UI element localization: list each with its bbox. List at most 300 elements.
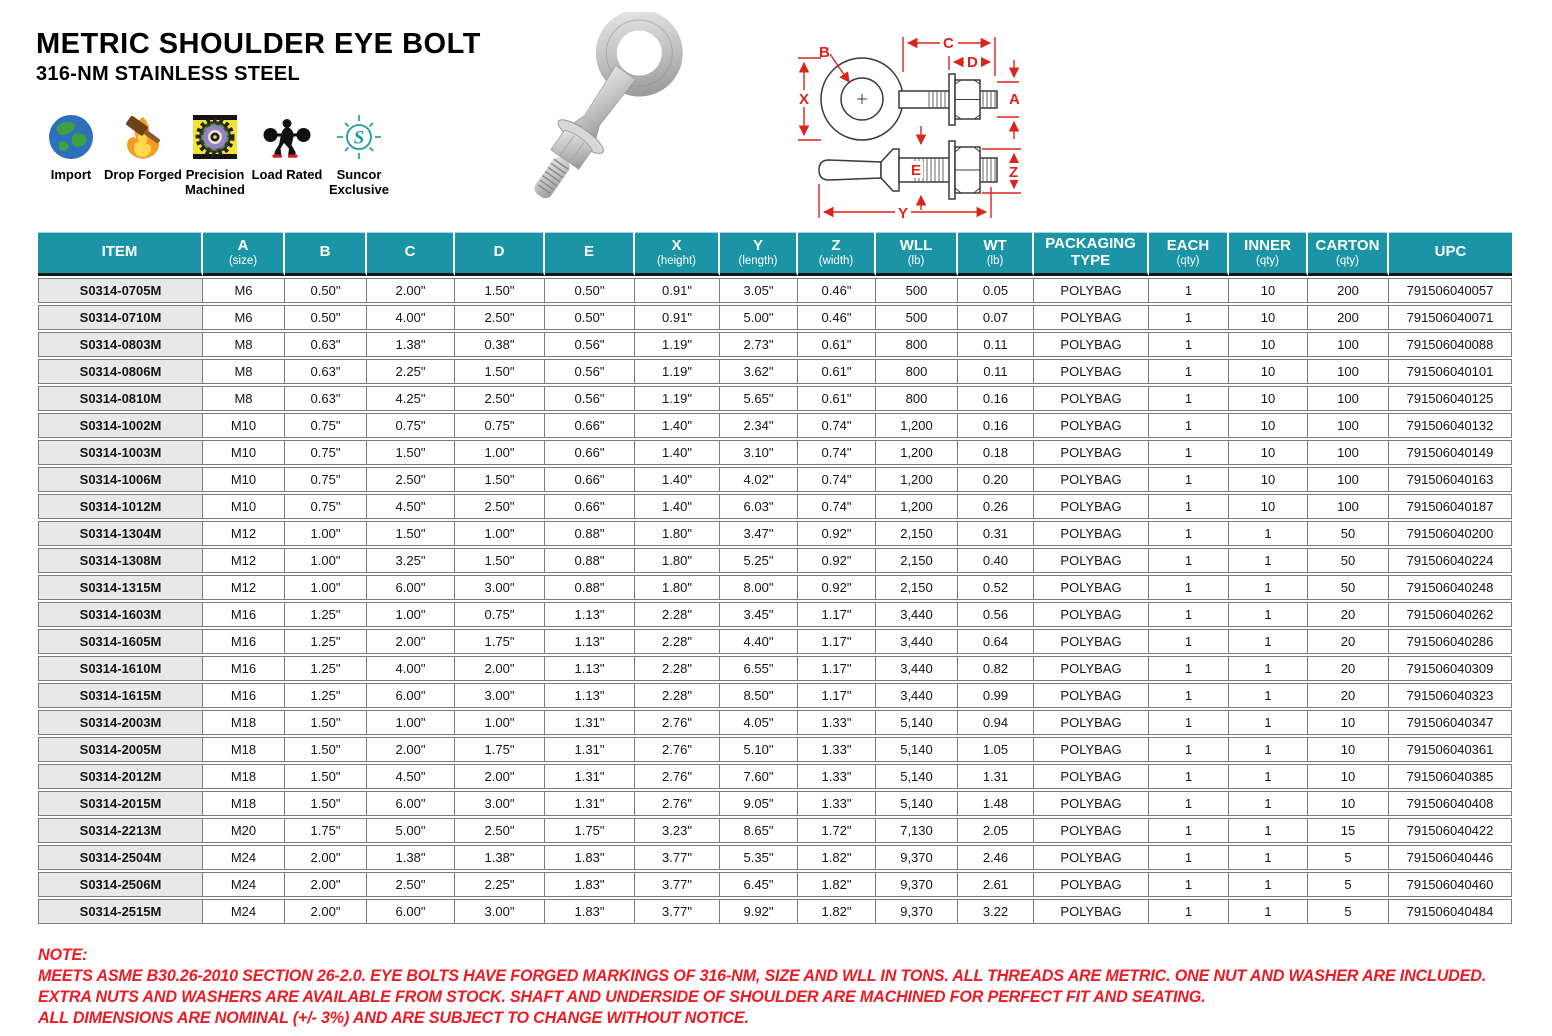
data-cell: 5	[1308, 899, 1389, 924]
data-cell: 0.16	[958, 386, 1034, 411]
data-cell: 1.17"	[798, 602, 876, 627]
data-cell: 10	[1229, 386, 1308, 411]
data-cell: 1	[1149, 575, 1229, 600]
data-cell: 0.75"	[285, 467, 367, 492]
data-cell: 791506040286	[1389, 629, 1512, 654]
data-cell: 3.77"	[635, 845, 720, 870]
data-cell: 1.13"	[545, 629, 635, 654]
data-cell: 791506040125	[1389, 386, 1512, 411]
note-title: NOTE:	[38, 945, 88, 964]
badge-import	[40, 112, 102, 197]
data-cell: 2.50"	[455, 818, 545, 843]
data-cell: 4.00"	[367, 305, 455, 330]
data-cell: 10	[1229, 332, 1308, 357]
data-cell: 0.74"	[798, 467, 876, 492]
data-cell: 1.00"	[455, 440, 545, 465]
data-cell: 1.80"	[635, 521, 720, 546]
data-cell: 100	[1308, 494, 1389, 519]
data-cell: 8.00"	[720, 575, 798, 600]
data-cell: 200	[1308, 278, 1389, 303]
data-cell: 1.25"	[285, 683, 367, 708]
data-cell: M10	[203, 440, 285, 465]
data-cell: 1.00"	[285, 548, 367, 573]
table-row	[38, 899, 1512, 924]
data-cell: 1	[1149, 359, 1229, 384]
data-cell: 1	[1149, 764, 1229, 789]
data-cell: 0.92"	[798, 575, 876, 600]
note-line: EXTRA NUTS AND WASHERS ARE AVAILABLE FROM STOCK. SHAFT AND UNDERSIDE OF SHOULDER ARE MACHINED FOR PERFECT FIT AND SEATING.	[38, 987, 1206, 1006]
data-cell: 1,200	[876, 467, 958, 492]
data-cell: 5.00"	[367, 818, 455, 843]
data-cell: 2,150	[876, 521, 958, 546]
data-cell: POLYBAG	[1034, 710, 1149, 735]
data-cell: 2.73"	[720, 332, 798, 357]
data-cell: 3.45"	[720, 602, 798, 627]
data-cell: M6	[203, 278, 285, 303]
data-cell: 100	[1308, 413, 1389, 438]
data-cell: 0.99	[958, 683, 1034, 708]
data-cell: M16	[203, 683, 285, 708]
data-cell: 7.60"	[720, 764, 798, 789]
data-cell: 1	[1149, 845, 1229, 870]
data-cell: 1.50"	[455, 278, 545, 303]
data-cell: 1.00"	[285, 575, 367, 600]
data-cell: 791506040361	[1389, 737, 1512, 762]
item-cell: S0314-1615M	[38, 683, 203, 708]
data-cell: 1.38"	[367, 845, 455, 870]
data-cell: 100	[1308, 467, 1389, 492]
data-cell: 0.50"	[545, 305, 635, 330]
data-cell: 791506040163	[1389, 467, 1512, 492]
data-cell: 0.40	[958, 548, 1034, 573]
data-cell: 1.33"	[798, 764, 876, 789]
data-cell: M12	[203, 521, 285, 546]
data-cell: 0.92"	[798, 521, 876, 546]
data-cell: 10	[1229, 440, 1308, 465]
feature-badges	[40, 112, 390, 197]
data-cell: 7,130	[876, 818, 958, 843]
data-cell: POLYBAG	[1034, 737, 1149, 762]
spec-table	[38, 230, 1512, 926]
item-cell: S0314-2213M	[38, 818, 203, 843]
data-cell: POLYBAG	[1034, 575, 1149, 600]
data-cell: 0.82	[958, 656, 1034, 681]
data-cell: 20	[1308, 602, 1389, 627]
table-row	[38, 656, 1512, 681]
data-cell: 1	[1149, 440, 1229, 465]
data-cell: 0.63"	[285, 332, 367, 357]
data-cell: 1	[1149, 521, 1229, 546]
data-cell: 1	[1149, 467, 1229, 492]
data-cell: 6.03"	[720, 494, 798, 519]
data-cell: M10	[203, 467, 285, 492]
data-cell: 1	[1229, 629, 1308, 654]
suncor-letter: S	[353, 127, 365, 149]
item-cell: S0314-2504M	[38, 845, 203, 870]
data-cell: 10	[1229, 413, 1308, 438]
data-cell: 0.18	[958, 440, 1034, 465]
data-cell: 791506040200	[1389, 521, 1512, 546]
data-cell: 9,370	[876, 845, 958, 870]
data-cell: 4.02"	[720, 467, 798, 492]
data-cell: 2.05	[958, 818, 1034, 843]
data-cell: 10	[1229, 359, 1308, 384]
page-subtitle: 316-NM STAINLESS STEEL	[36, 63, 301, 85]
data-cell: 0.66"	[545, 467, 635, 492]
data-cell: POLYBAG	[1034, 656, 1149, 681]
col-header-a: A (size)	[203, 232, 285, 276]
data-cell: 4.00"	[367, 656, 455, 681]
item-cell: S0314-1603M	[38, 602, 203, 627]
data-cell: 6.00"	[367, 575, 455, 600]
data-cell: 0.75"	[455, 602, 545, 627]
data-cell: 791506040071	[1389, 305, 1512, 330]
data-cell: 0.66"	[545, 413, 635, 438]
data-cell: 0.88"	[545, 548, 635, 573]
data-cell: 1.75"	[455, 737, 545, 762]
data-cell: 791506040262	[1389, 602, 1512, 627]
data-cell: 2.34"	[720, 413, 798, 438]
data-cell: 0.92"	[798, 548, 876, 573]
data-cell: 10	[1229, 494, 1308, 519]
data-cell: 0.20	[958, 467, 1034, 492]
data-cell: M24	[203, 845, 285, 870]
data-cell: 1.17"	[798, 683, 876, 708]
data-cell: 2.28"	[635, 656, 720, 681]
data-cell: 4.05"	[720, 710, 798, 735]
data-cell: 0.74"	[798, 440, 876, 465]
note-line: MEETS ASME B30.26-2010 SECTION 26-2.0. EYE BOLTS HAVE FORGED MARKINGS OF 316-NM, SIZE AND WLL IN TONS. ALL THREADS ARE METRIC. ONE NUT AND WASHER ARE INCLUDED.	[38, 966, 1486, 985]
data-cell: 0.64	[958, 629, 1034, 654]
data-cell: 0.75"	[367, 413, 455, 438]
item-cell: S0314-1012M	[38, 494, 203, 519]
suncor-logo-icon	[334, 112, 384, 162]
col-header-upc: UPC	[1389, 232, 1512, 276]
data-cell: POLYBAG	[1034, 440, 1149, 465]
data-cell: M18	[203, 737, 285, 762]
item-cell: S0314-1006M	[38, 467, 203, 492]
table-row	[38, 791, 1512, 816]
badge-suncor-exclusive	[328, 112, 390, 197]
data-cell: 1.33"	[798, 791, 876, 816]
data-cell: 0.16	[958, 413, 1034, 438]
data-cell: 100	[1308, 332, 1389, 357]
data-cell: 1.13"	[545, 602, 635, 627]
data-cell: 2.00"	[455, 656, 545, 681]
table-header-row	[38, 232, 1512, 276]
data-cell: 1.72"	[798, 818, 876, 843]
data-cell: 1	[1229, 710, 1308, 735]
data-cell: 791506040347	[1389, 710, 1512, 735]
data-cell: 100	[1308, 440, 1389, 465]
data-cell: 50	[1308, 521, 1389, 546]
data-cell: 1.50"	[285, 791, 367, 816]
data-cell: 791506040248	[1389, 575, 1512, 600]
badge-precision-machined	[184, 112, 246, 197]
data-cell: 1.31"	[545, 737, 635, 762]
data-cell: 3.00"	[455, 791, 545, 816]
table-row	[38, 359, 1512, 384]
item-cell: S0314-1304M	[38, 521, 203, 546]
data-cell: 5	[1308, 845, 1389, 870]
data-cell: POLYBAG	[1034, 305, 1149, 330]
data-cell: POLYBAG	[1034, 764, 1149, 789]
data-cell: 5.25"	[720, 548, 798, 573]
data-cell: 1.19"	[635, 386, 720, 411]
data-cell: 1.75"	[455, 629, 545, 654]
data-cell: 1	[1149, 548, 1229, 573]
col-header-packaging-type: PACKAGING TYPE	[1034, 232, 1149, 276]
data-cell: M12	[203, 548, 285, 573]
table-row	[38, 683, 1512, 708]
data-cell: 800	[876, 332, 958, 357]
data-cell: 0.61"	[798, 359, 876, 384]
data-cell: 1.25"	[285, 629, 367, 654]
data-cell: POLYBAG	[1034, 548, 1149, 573]
data-cell: 791506040224	[1389, 548, 1512, 573]
item-cell: S0314-0806M	[38, 359, 203, 384]
item-cell: S0314-0710M	[38, 305, 203, 330]
data-cell: 0.52	[958, 575, 1034, 600]
col-header-inner: INNER (qty)	[1229, 232, 1308, 276]
data-cell: 20	[1308, 683, 1389, 708]
data-cell: 1.80"	[635, 548, 720, 573]
data-cell: 1.50"	[367, 521, 455, 546]
data-cell: 1.17"	[798, 629, 876, 654]
data-cell: 1.31"	[545, 764, 635, 789]
data-cell: M18	[203, 710, 285, 735]
note-block	[38, 944, 1549, 1028]
item-cell: S0314-2015M	[38, 791, 203, 816]
data-cell: 500	[876, 278, 958, 303]
badge-drop-forged	[104, 112, 182, 197]
data-cell: 1.33"	[798, 737, 876, 762]
data-cell: 791506040309	[1389, 656, 1512, 681]
data-cell: 1.33"	[798, 710, 876, 735]
data-cell: 5.10"	[720, 737, 798, 762]
data-cell: 791506040149	[1389, 440, 1512, 465]
data-cell: 8.50"	[720, 683, 798, 708]
data-cell: 500	[876, 305, 958, 330]
dim-label-z: Z	[1009, 164, 1019, 181]
data-cell: 1	[1149, 305, 1229, 330]
data-cell: 3,440	[876, 656, 958, 681]
data-cell: 5,140	[876, 791, 958, 816]
dim-label-x: X	[799, 91, 810, 108]
item-cell: S0314-1308M	[38, 548, 203, 573]
data-cell: M10	[203, 413, 285, 438]
item-cell: S0314-2515M	[38, 899, 203, 924]
data-cell: 1.40"	[635, 413, 720, 438]
data-cell: 5,140	[876, 737, 958, 762]
data-cell: 1	[1229, 737, 1308, 762]
data-cell: 2.25"	[455, 872, 545, 897]
item-cell: S0314-2012M	[38, 764, 203, 789]
col-header-z: Z (width)	[798, 232, 876, 276]
data-cell: M6	[203, 305, 285, 330]
data-cell: 1	[1149, 818, 1229, 843]
data-cell: 3.77"	[635, 899, 720, 924]
data-cell: 1.31	[958, 764, 1034, 789]
data-cell: 6.55"	[720, 656, 798, 681]
data-cell: 5	[1308, 872, 1389, 897]
data-cell: 2.50"	[455, 386, 545, 411]
data-cell: 791506040057	[1389, 278, 1512, 303]
data-cell: 1.50"	[285, 737, 367, 762]
data-cell: 1.48	[958, 791, 1034, 816]
data-cell: 0.56"	[545, 332, 635, 357]
data-cell: 0.38"	[455, 332, 545, 357]
data-cell: 3.00"	[455, 683, 545, 708]
data-cell: 1	[1229, 845, 1308, 870]
data-cell: 2.76"	[635, 737, 720, 762]
data-cell: 9.92"	[720, 899, 798, 924]
data-cell: 4.50"	[367, 494, 455, 519]
data-cell: 5,140	[876, 710, 958, 735]
data-cell: 0.26	[958, 494, 1034, 519]
data-cell: 1,200	[876, 413, 958, 438]
data-cell: 0.66"	[545, 494, 635, 519]
data-cell: 1.82"	[798, 845, 876, 870]
data-cell: 50	[1308, 548, 1389, 573]
dim-label-a: A	[1009, 91, 1020, 108]
data-cell: 1	[1229, 764, 1308, 789]
data-cell: POLYBAG	[1034, 818, 1149, 843]
data-cell: 1	[1149, 791, 1229, 816]
item-cell: S0314-1610M	[38, 656, 203, 681]
data-cell: 791506040101	[1389, 359, 1512, 384]
badge-label: Load Rated	[251, 167, 323, 182]
data-cell: 2.76"	[635, 791, 720, 816]
data-cell: 3.00"	[455, 899, 545, 924]
data-cell: 0.75"	[285, 413, 367, 438]
data-cell: 1	[1149, 494, 1229, 519]
data-cell: M8	[203, 359, 285, 384]
table-row	[38, 467, 1512, 492]
data-cell: 0.75"	[285, 440, 367, 465]
data-cell: 1.83"	[545, 872, 635, 897]
table-row	[38, 737, 1512, 762]
data-cell: 1	[1149, 737, 1229, 762]
data-cell: 1	[1149, 710, 1229, 735]
data-cell: 1.31"	[545, 791, 635, 816]
data-cell: 0.94	[958, 710, 1034, 735]
data-cell: 1	[1149, 386, 1229, 411]
data-cell: 0.07	[958, 305, 1034, 330]
data-cell: 2.76"	[635, 710, 720, 735]
data-cell: POLYBAG	[1034, 494, 1149, 519]
data-cell: 2.00"	[367, 278, 455, 303]
col-header-wt: WT (lb)	[958, 232, 1034, 276]
data-cell: 2.28"	[635, 629, 720, 654]
data-cell: M18	[203, 791, 285, 816]
data-cell: 1.25"	[285, 602, 367, 627]
data-cell: 0.63"	[285, 359, 367, 384]
dim-label-c: C	[943, 35, 954, 52]
data-cell: 6.00"	[367, 683, 455, 708]
data-cell: 1.50"	[285, 764, 367, 789]
dim-label-e: E	[911, 162, 922, 179]
data-cell: 0.75"	[285, 494, 367, 519]
data-cell: 3.10"	[720, 440, 798, 465]
data-cell: 0.61"	[798, 332, 876, 357]
dim-label-d: D	[967, 54, 978, 71]
data-cell: 5.35"	[720, 845, 798, 870]
data-cell: POLYBAG	[1034, 467, 1149, 492]
data-cell: 9.05"	[720, 791, 798, 816]
data-cell: 2.50"	[367, 872, 455, 897]
badge-label: Import	[50, 167, 92, 182]
data-cell: M16	[203, 656, 285, 681]
data-cell: 791506040422	[1389, 818, 1512, 843]
data-cell: 4.50"	[367, 764, 455, 789]
data-cell: 1	[1149, 899, 1229, 924]
data-cell: 10	[1229, 278, 1308, 303]
data-cell: 1	[1149, 332, 1229, 357]
data-cell: 2.28"	[635, 602, 720, 627]
data-cell: 2.61	[958, 872, 1034, 897]
data-cell: M10	[203, 494, 285, 519]
table-row	[38, 548, 1512, 573]
data-cell: 15	[1308, 818, 1389, 843]
data-cell: 1	[1229, 575, 1308, 600]
data-cell: 5,140	[876, 764, 958, 789]
data-cell: 3.22	[958, 899, 1034, 924]
data-cell: 1	[1229, 602, 1308, 627]
item-cell: S0314-2506M	[38, 872, 203, 897]
col-header-c: C	[367, 232, 455, 276]
data-cell: 1.75"	[545, 818, 635, 843]
data-cell: 1.05	[958, 737, 1034, 762]
col-header-wll: WLL (lb)	[876, 232, 958, 276]
data-cell: 20	[1308, 629, 1389, 654]
data-cell: 791506040323	[1389, 683, 1512, 708]
table-body	[38, 278, 1512, 924]
table-row	[38, 305, 1512, 330]
globe-icon	[46, 112, 96, 162]
data-cell: 1.00"	[367, 710, 455, 735]
data-cell: 1.31"	[545, 710, 635, 735]
data-cell: 2.00"	[285, 845, 367, 870]
data-cell: 10	[1308, 710, 1389, 735]
data-cell: 0.56"	[545, 359, 635, 384]
data-cell: 2.28"	[635, 683, 720, 708]
table-row	[38, 440, 1512, 465]
data-cell: 1	[1229, 683, 1308, 708]
data-cell: POLYBAG	[1034, 413, 1149, 438]
data-cell: POLYBAG	[1034, 791, 1149, 816]
data-cell: 1.13"	[545, 683, 635, 708]
data-cell: 1.83"	[545, 845, 635, 870]
data-cell: 10	[1229, 305, 1308, 330]
data-cell: 10	[1308, 791, 1389, 816]
col-header-e: E	[545, 232, 635, 276]
data-cell: 1.40"	[635, 467, 720, 492]
data-cell: 10	[1308, 764, 1389, 789]
table-row	[38, 764, 1512, 789]
data-cell: 2.50"	[367, 467, 455, 492]
product-photo-eye-bolt	[478, 12, 730, 224]
data-cell: 2.00"	[285, 899, 367, 924]
data-cell: M8	[203, 386, 285, 411]
data-cell: 9,370	[876, 872, 958, 897]
data-cell: 1.00"	[285, 521, 367, 546]
table-row	[38, 818, 1512, 843]
data-cell: 1	[1149, 629, 1229, 654]
item-cell: S0314-2003M	[38, 710, 203, 735]
data-cell: 0.11	[958, 359, 1034, 384]
data-cell: 0.74"	[798, 413, 876, 438]
